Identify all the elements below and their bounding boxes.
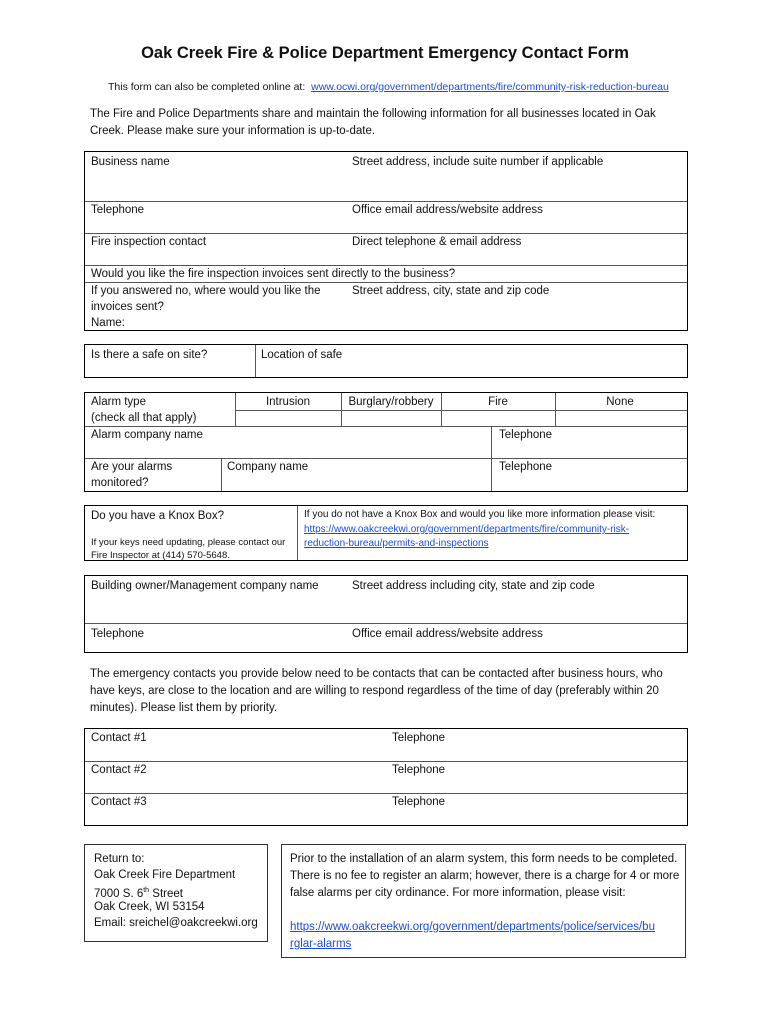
contact-2-telephone-field[interactable]: Telephone — [392, 764, 446, 776]
return-address-box — [84, 844, 268, 942]
if-no-label-2: invoices sent? — [91, 301, 164, 313]
safe-location-field[interactable]: Location of safe — [261, 349, 343, 361]
page-title: Oak Creek Fire & Police Department Emergency Contact Form — [141, 44, 629, 62]
owner-email-field[interactable]: Office email address/website address — [352, 628, 543, 640]
divider — [235, 410, 687, 411]
knox-info-note: If you do not have a Knox Box and would you like more information please visit: — [304, 509, 656, 520]
return-street: 7000 S. 6th Street — [94, 887, 183, 900]
contact-1-field[interactable]: Contact #1 — [91, 732, 147, 744]
return-label: Return to: — [94, 853, 145, 865]
fire-inspection-contact-field[interactable]: Fire inspection contact — [91, 236, 207, 248]
divider — [85, 793, 687, 794]
monitored-label-2: monitored? — [91, 477, 149, 489]
knox-update-note: If your keys need updating, please contact our — [91, 537, 286, 548]
monitored-label: Are your alarms — [91, 461, 173, 473]
divider — [85, 623, 687, 624]
alarm-note-link[interactable]: https://www.oakcreekwi.org/government/departments/police/services/bu — [290, 921, 655, 933]
owner-section — [84, 575, 688, 653]
emergency-note: The emergency contacts you provide below need to be contacts that can be contacted after business hours, who have keys, are close to the location and are willing to respond regardless of the time of day (preferably within 20 minutes). Please list them by priority. — [90, 668, 663, 714]
online-prefix: This form can also be completed online at: — [108, 81, 306, 93]
invoice-address-field[interactable]: Street address, city, state and zip code — [352, 285, 550, 297]
telephone-field[interactable]: Telephone — [91, 204, 145, 216]
owner-street-field[interactable]: Street address including city, state and zip code — [352, 580, 595, 592]
safe-section — [84, 344, 688, 378]
safe-question-field[interactable]: Is there a safe on site? — [91, 349, 208, 361]
invoice-name-field[interactable]: Name: — [91, 317, 125, 329]
direct-telephone-field[interactable]: Direct telephone & email address — [352, 236, 522, 248]
alarm-type-hint: (check all that apply) — [91, 412, 197, 424]
monitor-telephone-field[interactable]: Telephone — [499, 461, 553, 473]
return-email: Email: sreichel@oakcreekwi.org — [94, 917, 258, 929]
divider — [221, 458, 222, 491]
knox-question-field[interactable]: Do you have a Knox Box? — [91, 510, 224, 522]
online-note — [108, 81, 669, 93]
alarm-note-text: Prior to the installation of an alarm system, this form needs to be completed. There is no fee to register an alarm; however, there is a charge for 4 or more false alarms per city ordinance. For more information, please visit: — [290, 853, 680, 899]
if-no-label: If you answered no, where would you like the — [91, 285, 321, 297]
divider — [255, 345, 256, 377]
return-dept: Oak Creek Fire Department — [94, 869, 236, 881]
office-email-field[interactable]: Office email address/website address — [352, 204, 543, 216]
street-address-field[interactable]: Street address, include suite number if applicable — [352, 156, 604, 168]
online-link[interactable]: www.ocwi.org/government/departments/fire/community-risk-reduction-bureau — [311, 81, 669, 93]
return-city: Oak Creek, WI 53154 — [94, 901, 205, 913]
none-option[interactable]: None — [606, 396, 634, 408]
knox-link[interactable]: https://www.oakcreekwi.org/government/departments/fire/community-risk- — [304, 524, 630, 535]
contact-3-telephone-field[interactable]: Telephone — [392, 796, 446, 808]
alarm-telephone-field[interactable]: Telephone — [499, 429, 553, 441]
alarm-section — [84, 392, 688, 492]
knox-link-2[interactable]: reduction-bureau/permits-and-inspections — [304, 538, 489, 549]
alarm-registration-note — [281, 844, 686, 958]
knox-box-section — [84, 505, 688, 561]
divider — [85, 761, 687, 762]
owner-name-field[interactable]: Building owner/Management company name — [91, 580, 319, 592]
owner-telephone-field[interactable]: Telephone — [91, 628, 145, 640]
business-info-section — [84, 151, 688, 331]
alarm-company-field[interactable]: Alarm company name — [91, 429, 203, 441]
divider — [491, 426, 492, 491]
monitor-company-field[interactable]: Company name — [227, 461, 309, 473]
alarm-type-label: Alarm type — [91, 396, 146, 408]
contact-1-telephone-field[interactable]: Telephone — [392, 732, 446, 744]
alarm-note-link-2[interactable]: rglar-alarms — [290, 938, 352, 950]
burglary-option[interactable]: Burglary/robbery — [348, 396, 434, 408]
contact-2-field[interactable]: Contact #2 — [91, 764, 147, 776]
contact-3-field[interactable]: Contact #3 — [91, 796, 147, 808]
divider — [85, 458, 687, 459]
business-name-field[interactable]: Business name — [91, 156, 170, 168]
contacts-section — [84, 728, 688, 826]
invoice-question[interactable]: Would you like the fire inspection invoices sent directly to the business? — [91, 268, 456, 280]
knox-update-note-2: Fire Inspector at (414) 570-5648. — [91, 550, 230, 561]
fire-option[interactable]: Fire — [488, 396, 508, 408]
divider — [297, 506, 298, 560]
intro-text: The Fire and Police Departments share and maintain the following information for all businesses located in Oak Creek. Please make sure your information is up-to-date. — [90, 108, 656, 137]
intrusion-option[interactable]: Intrusion — [265, 396, 311, 408]
